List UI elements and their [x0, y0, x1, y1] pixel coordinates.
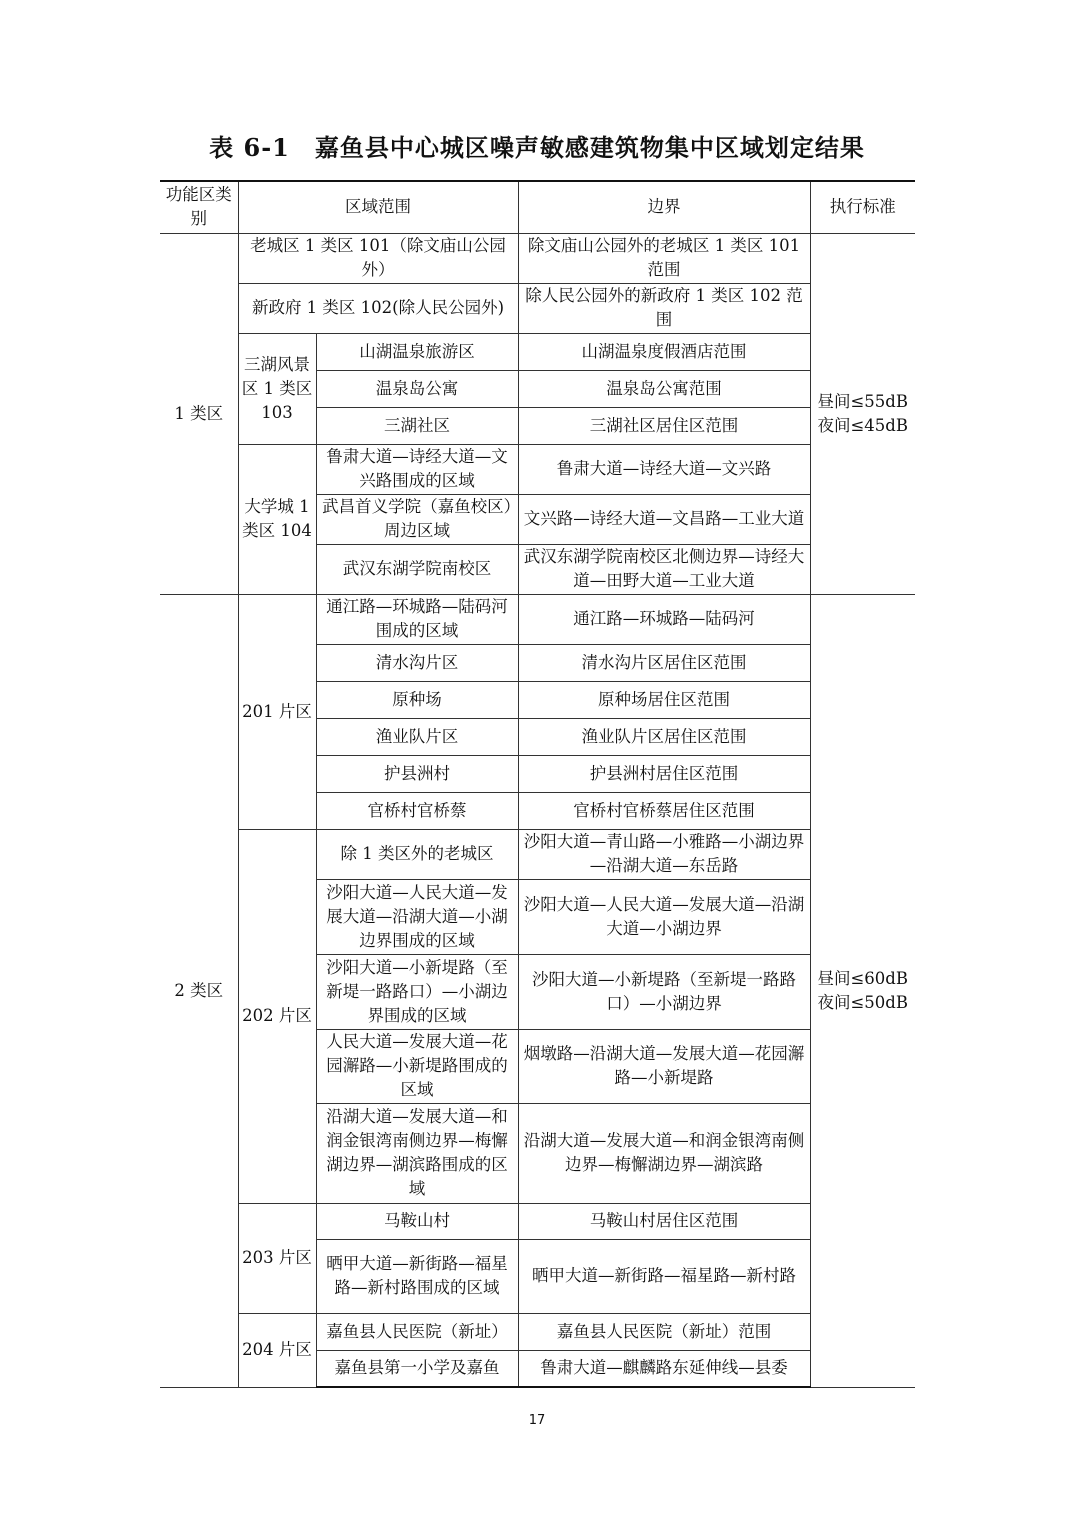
table-row: [160, 1203, 915, 1239]
boundary-cell: 渔业队片区居住区范围: [518, 718, 810, 755]
boundary-cell: 鲁肃大道—麒麟路东延伸线—县委: [518, 1350, 810, 1387]
table-row: [160, 444, 915, 494]
area-cell: 山湖温泉旅游区: [316, 333, 518, 370]
noise-zone-table: [160, 180, 915, 1388]
area-cell: 马鞍山村: [316, 1203, 518, 1239]
zone-label: 202 片区: [238, 829, 316, 1203]
boundary-cell: 武汉东湖学院南校区北侧边界—诗经大道—田野大道—工业大道: [518, 544, 810, 594]
area-cell: 老城区 1 类区 101（除文庙山公园外）: [238, 233, 518, 283]
boundary-cell: 鲁肃大道—诗经大道—文兴路: [518, 444, 810, 494]
area-cell: 武汉东湖学院南校区: [316, 544, 518, 594]
boundary-cell: 沿湖大道—发展大道—和润金银湾南侧边界—梅懈湖边界—湖滨路: [518, 1103, 810, 1203]
table-row: [160, 333, 915, 370]
table-row: [160, 283, 915, 333]
boundary-cell: 温泉岛公寓范围: [518, 370, 810, 407]
area-cell: 温泉岛公寓: [316, 370, 518, 407]
area-cell: 沙阳大道—人民大道—发展大道—沿湖大道—小湖边界围成的区域: [316, 879, 518, 954]
page-number: 17: [528, 1413, 546, 1428]
area-cell: 嘉鱼县第一小学及嘉鱼: [316, 1350, 518, 1387]
area-cell: 沙阳大道—小新堤路（至新堤一路路口）—小湖边界围成的区域: [316, 954, 518, 1029]
class2-standard: 昼间≤60dB 夜间≤50dB: [810, 594, 915, 1387]
area-cell: 清水沟片区: [316, 644, 518, 681]
table-row: [160, 233, 915, 283]
zone-label: 大学城 1 类区 104: [238, 444, 316, 594]
boundary-cell: 沙阳大道—青山路—小雅路—小湖边界—沿湖大道—东岳路: [518, 829, 810, 879]
header-area: 区域范围: [238, 181, 518, 233]
class2-label: 2 类区: [160, 594, 238, 1387]
boundary-cell: 嘉鱼县人民医院（新址）范围: [518, 1313, 810, 1350]
boundary-cell: 原种场居住区范围: [518, 681, 810, 718]
boundary-cell: 烟墩路—沿湖大道—发展大道—花园澥路—小新堤路: [518, 1029, 810, 1103]
boundary-cell: 文兴路—诗经大道—文昌路—工业大道: [518, 494, 810, 544]
boundary-cell: 三湖社区居住区范围: [518, 407, 810, 444]
area-cell: 嘉鱼县人民医院（新址）: [316, 1313, 518, 1350]
area-cell: 武昌首义学院（嘉鱼校区）周边区域: [316, 494, 518, 544]
header-category: 功能区类别: [160, 181, 238, 233]
area-cell: 鲁肃大道—诗经大道—文兴路围成的区域: [316, 444, 518, 494]
area-cell: 沿湖大道—发展大道—和润金银湾南侧边界—梅懈湖边界—湖滨路围成的区域: [316, 1103, 518, 1203]
page-title: 表 6-1 嘉鱼县中心城区噪声敏感建筑物集中区域划定结果: [209, 133, 865, 162]
area-cell: 官桥村官桥蔡: [316, 792, 518, 829]
boundary-cell: 护县洲村居住区范围: [518, 755, 810, 792]
area-cell: 护县洲村: [316, 755, 518, 792]
boundary-cell: 官桥村官桥蔡居住区范围: [518, 792, 810, 829]
boundary-cell: 除人民公园外的新政府 1 类区 102 范围: [518, 283, 810, 333]
boundary-cell: 沙阳大道—小新堤路（至新堤一路路口）—小湖边界: [518, 954, 810, 1029]
boundary-cell: 沙阳大道—人民大道—发展大道—沿湖大道—小湖边界: [518, 879, 810, 954]
area-cell: 通江路—环城路—陆码河围成的区域: [316, 594, 518, 644]
zone-label: 201 片区: [238, 594, 316, 829]
table-header-row: [160, 181, 915, 233]
boundary-cell: 马鞍山村居住区范围: [518, 1203, 810, 1239]
area-cell: 除 1 类区外的老城区: [316, 829, 518, 879]
boundary-cell: 通江路—环城路—陆码河: [518, 594, 810, 644]
zone-label: 203 片区: [238, 1203, 316, 1313]
table-row: [160, 829, 915, 879]
class1-label: 1 类区: [160, 233, 238, 594]
area-cell: 原种场: [316, 681, 518, 718]
boundary-cell: 山湖温泉度假酒店范围: [518, 333, 810, 370]
boundary-cell: 晒甲大道—新街路—福星路—新村路: [518, 1239, 810, 1313]
boundary-cell: 清水沟片区居住区范围: [518, 644, 810, 681]
class1-standard: 昼间≤55dB 夜间≤45dB: [810, 233, 915, 594]
zone-label: 三湖风景区 1 类区 103: [238, 333, 316, 444]
area-cell: 晒甲大道—新街路—福星路—新村路围成的区域: [316, 1239, 518, 1313]
area-cell: 新政府 1 类区 102(除人民公园外): [238, 283, 518, 333]
boundary-cell: 除文庙山公园外的老城区 1 类区 101 范围: [518, 233, 810, 283]
header-boundary: 边界: [518, 181, 810, 233]
header-standard: 执行标准: [810, 181, 915, 233]
table-row: [160, 594, 915, 644]
area-cell: 人民大道—发展大道—花园澥路—小新堤路围成的区域: [316, 1029, 518, 1103]
zone-label: 204 片区: [238, 1313, 316, 1387]
area-cell: 三湖社区: [316, 407, 518, 444]
table-row: [160, 1313, 915, 1350]
area-cell: 渔业队片区: [316, 718, 518, 755]
